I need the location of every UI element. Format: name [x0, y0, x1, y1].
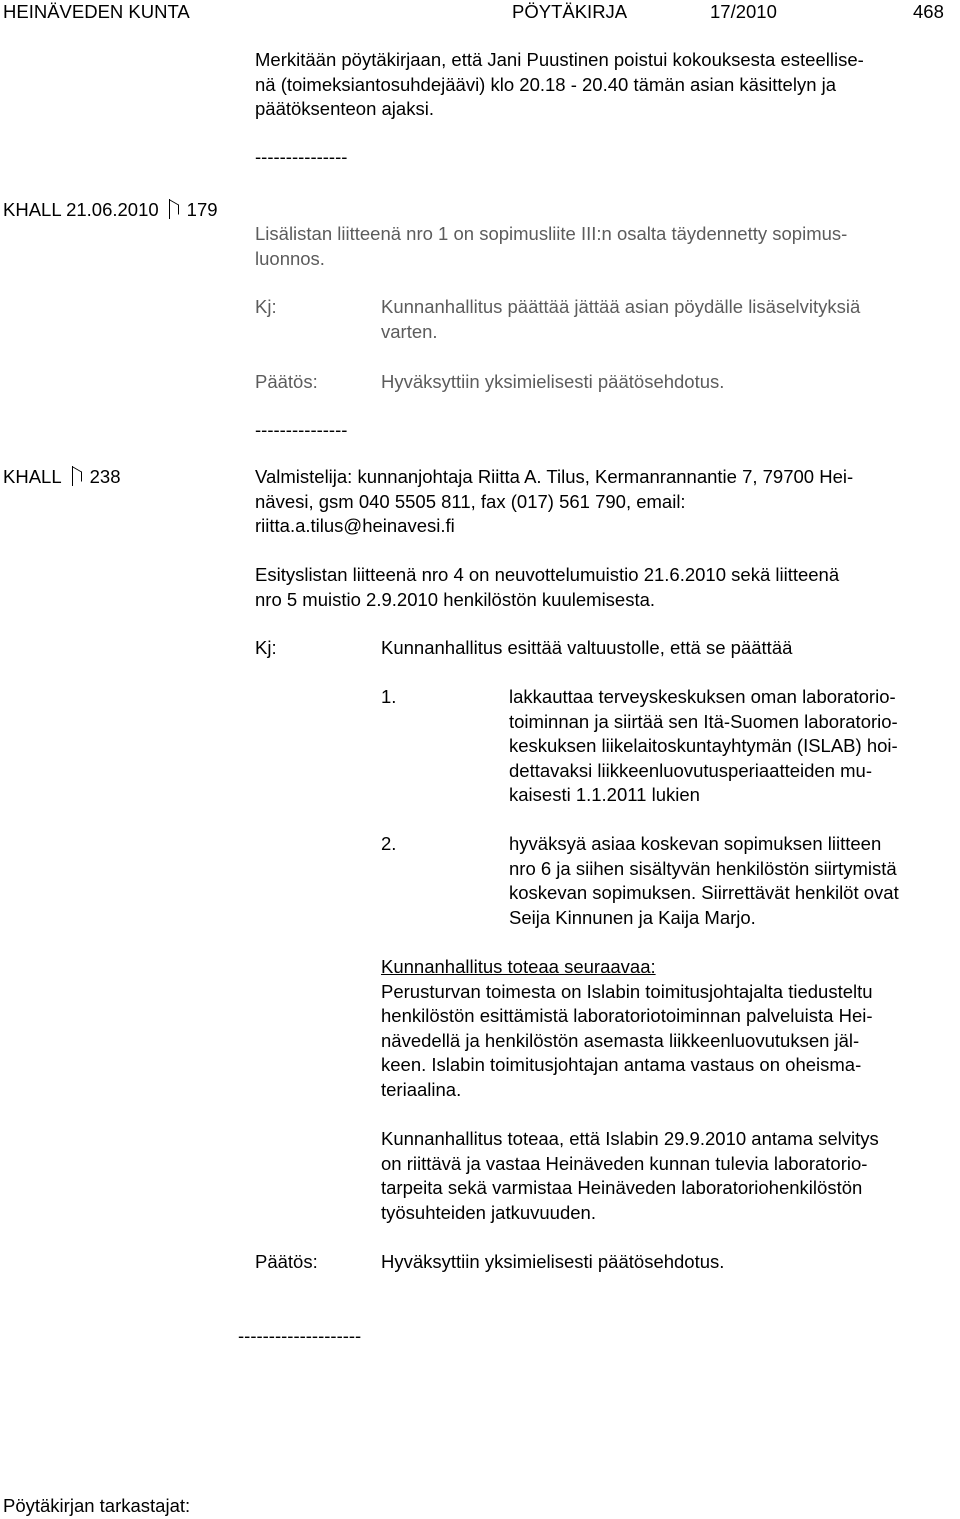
item-line: nro 6 ja siihen sisältyvän henkilöstön siirtymistä [509, 857, 897, 879]
proposal-line: varten. [381, 320, 438, 342]
intro-note [255, 48, 864, 122]
item-line: dettavaksi liikkeenluovutusperiaatteiden mu- [509, 759, 873, 781]
note-line: teriaalina. [381, 1078, 462, 1100]
section-179-reference [3, 198, 218, 223]
item-line: lakkauttaa terveyskeskuksen oman laboratorio- [509, 686, 896, 707]
note-line: nävedellä ja henkilöstön asemasta liikkeenluovutuksen jäl- [381, 1029, 860, 1051]
conclusion-line: työsuhteiden jatkuvuuden. [381, 1201, 596, 1223]
conclusion-line: tarpeita sekä varmistaa Heinäveden laboratoriohenkilöstön [381, 1177, 863, 1198]
attachment-line: Esityslistan liitteenä nro 4 on neuvottelumuistio 21.6.2010 sekä liitteenä [255, 564, 840, 585]
section-238-reference [3, 465, 121, 490]
item-1-text [509, 685, 898, 808]
intro-line: nä (toimeksiantosuhdejäävi) klo 20.18 - 20.40 tämän asian käsittelyn ja [255, 73, 837, 95]
item-line: hyväksyä asiaa koskevan sopimuksen liitteen [509, 833, 882, 854]
preparer-line: riitta.a.tilus@heinavesi.fi [255, 515, 455, 536]
decision-text: Hyväksyttiin yksimielisesti päätösehdotus. [381, 371, 725, 392]
section-number: 179 [186, 199, 218, 220]
proposal-line: Kunnanhallitus päättää jättää asian pöydälle lisäselvityksiä [381, 296, 861, 317]
section-ref: KHALL 21.06.2010 [3, 199, 159, 220]
kj-label: Kj: [255, 296, 277, 317]
note-block [381, 955, 873, 1102]
header-issue: 17/2010 [710, 1, 777, 22]
kj-proposal [381, 295, 860, 344]
section-179-body [255, 222, 847, 271]
preparer-info [255, 465, 853, 539]
decision-text: Hyväksyttiin yksimielisesti päätösehdotus. [381, 1251, 725, 1272]
separator: --------------- [255, 146, 348, 167]
footer-checkers-label: Pöytäkirjan tarkastajat: [3, 1495, 191, 1516]
note-line: henkilöstön esittämistä laboratoriotoiminnan palveluista Hei- [381, 1005, 873, 1026]
attachment-line: nro 5 muistio 2.9.2010 henkilöstön kuulemisesta. [255, 588, 656, 610]
decision-label: Päätös: [255, 371, 318, 392]
preparer-line: Valmistelija: kunnanjohtaja Riitta A. Tilus, Kermanrannantie 7, 79700 Hei- [255, 466, 854, 487]
kj-proposal: Kunnanhallitus esittää valtuustolle, että se päättää [381, 637, 793, 658]
preparer-line: nävesi, gsm 040 5505 811, fax (017) 561 790, email: [255, 490, 686, 512]
header-doc-type: PÖYTÄKIRJA [512, 1, 628, 22]
body-line: luonnos. [255, 247, 325, 269]
kj-label: Kj: [255, 637, 277, 658]
item-line: keskuksen liikelaitoskuntayhtymän (ISLAB) hoi- [509, 735, 898, 756]
attachment-info [255, 563, 839, 612]
header-org: HEINÄVEDEN KUNTA [3, 1, 190, 22]
conclusion-block [381, 1127, 879, 1225]
item-line: Seija Kinnunen ja Kaija Marjo. [509, 906, 756, 928]
section-sign-icon [72, 466, 82, 486]
end-separator: -------------------- [238, 1325, 362, 1346]
decision-label: Päätös: [255, 1251, 318, 1272]
section-number: 238 [89, 466, 121, 487]
item-number: 1. [381, 686, 397, 707]
item-line: kaisesti 1.1.2011 lukien [509, 784, 700, 805]
note-heading: Kunnanhallitus toteaa seuraavaa: [381, 956, 656, 977]
section-ref: KHALL [3, 466, 62, 487]
body-line: Lisälistan liitteenä nro 1 on sopimusliite III:n osalta täydennetty sopimus- [255, 223, 848, 244]
section-sign-icon [169, 199, 179, 219]
item-2-text [509, 832, 899, 930]
item-line: koskevan sopimuksen. Siirrettävät henkilöt ovat [509, 882, 899, 903]
conclusion-line: Kunnanhallitus toteaa, että Islabin 29.9.2010 antama selvitys [381, 1128, 879, 1149]
intro-line: päätöksenteon ajaksi. [255, 98, 434, 119]
item-line: toiminnan ja siirtää sen Itä-Suomen laboratorio- [509, 710, 898, 732]
conclusion-line: on riittävä ja vastaa Heinäveden kunnan tulevia laboratorio- [381, 1152, 868, 1174]
note-line: keen. Islabin toimitusjohtajan antama vastaus on oheisma- [381, 1054, 862, 1075]
separator: --------------- [255, 419, 348, 440]
note-line: Perusturvan toimesta on Islabin toimitusjohtajalta tiedusteltu [381, 980, 873, 1002]
item-number: 2. [381, 833, 397, 854]
header-page-number: 468 [913, 1, 944, 22]
intro-line: Merkitään pöytäkirjaan, että Jani Puustinen poistui kokouksesta esteellise- [255, 49, 864, 70]
